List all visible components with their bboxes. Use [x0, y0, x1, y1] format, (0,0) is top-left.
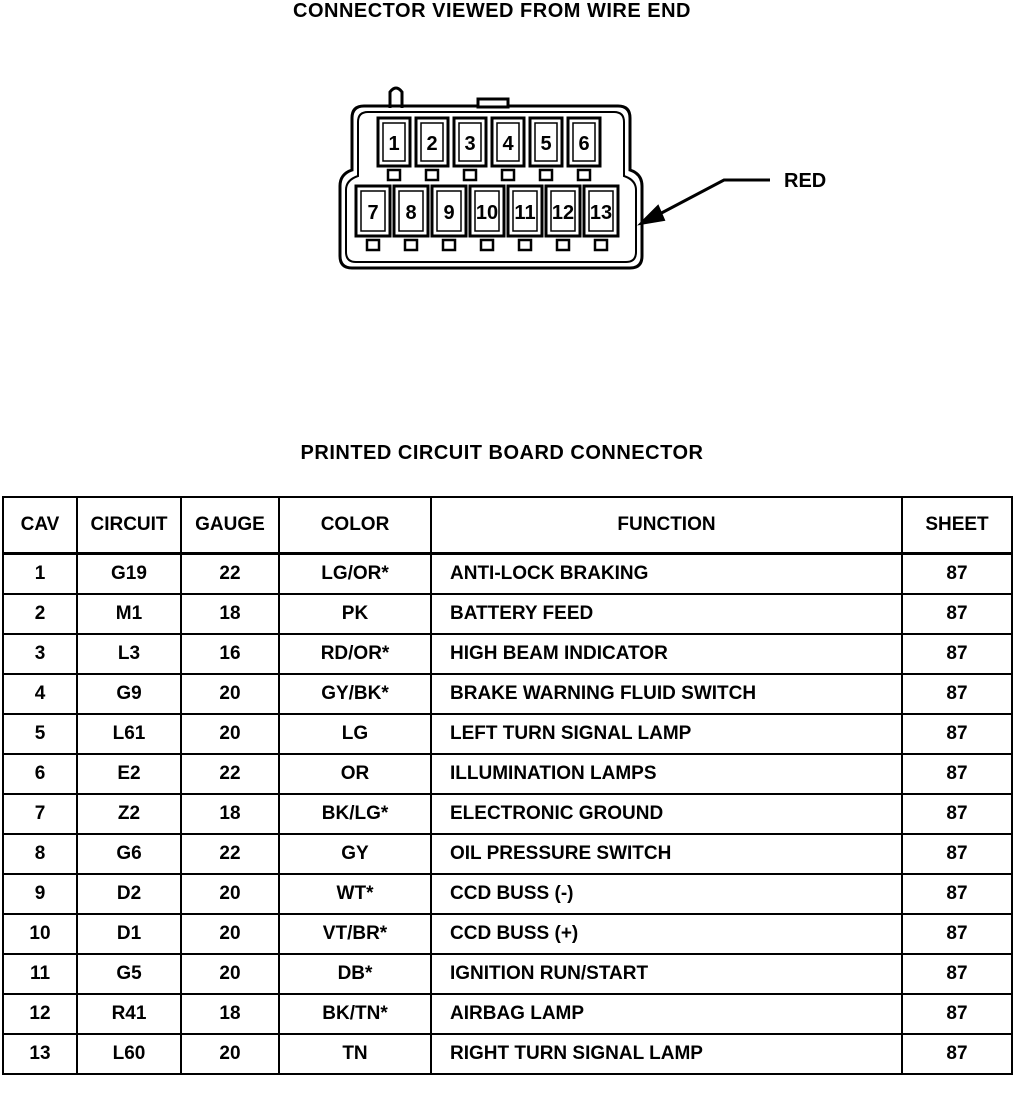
- table-row: [3, 594, 1012, 634]
- cell-cav: 13: [3, 1034, 77, 1074]
- header-cav: CAV: [3, 497, 77, 554]
- cell-circuit: L61: [77, 714, 181, 754]
- cavity-11: [508, 186, 542, 250]
- header-color: COLOR: [279, 497, 431, 554]
- red-label: RED: [784, 170, 827, 192]
- table-row: [3, 554, 1012, 595]
- cell-function: AIRBAG LAMP: [431, 994, 902, 1034]
- cell-circuit: R41: [77, 994, 181, 1034]
- cell-circuit: M1: [77, 594, 181, 634]
- cell-gauge: 20: [181, 954, 279, 994]
- cell-gauge: 20: [181, 874, 279, 914]
- cell-cav: 4: [3, 674, 77, 714]
- cell-gauge: 20: [181, 1034, 279, 1074]
- cavity-4: [492, 118, 524, 180]
- cell-circuit: L60: [77, 1034, 181, 1074]
- red-leader-line: [652, 180, 770, 218]
- cell-cav: 10: [3, 914, 77, 954]
- cavity-number: 8: [405, 202, 417, 224]
- cell-gauge: 18: [181, 994, 279, 1034]
- cavity-9: [432, 186, 466, 250]
- table-row: [3, 994, 1012, 1034]
- cavity-number: 9: [443, 202, 455, 224]
- cell-gauge: 20: [181, 714, 279, 754]
- cell-sheet: 87: [902, 674, 1012, 714]
- table-row: [3, 714, 1012, 754]
- cell-cav: 6: [3, 754, 77, 794]
- cell-cav: 1: [3, 554, 77, 595]
- cavity-number: 3: [464, 133, 476, 155]
- cell-cav: 5: [3, 714, 77, 754]
- cell-function: BATTERY FEED: [431, 594, 902, 634]
- cell-function: BRAKE WARNING FLUID SWITCH: [431, 674, 902, 714]
- cavity-5: [530, 118, 562, 180]
- cell-function: IGNITION RUN/START: [431, 954, 902, 994]
- cell-color: LG: [279, 714, 431, 754]
- cavity-3: [454, 118, 486, 180]
- header-function: FUNCTION: [431, 497, 902, 554]
- cell-sheet: 87: [902, 1034, 1012, 1074]
- cell-sheet: 87: [902, 874, 1012, 914]
- cavity-number: 10: [475, 202, 499, 224]
- cell-sheet: 87: [902, 994, 1012, 1034]
- table-row: [3, 954, 1012, 994]
- cell-circuit: G5: [77, 954, 181, 994]
- cell-gauge: 20: [181, 914, 279, 954]
- cell-cav: 9: [3, 874, 77, 914]
- red-arrow-head-icon: [640, 206, 664, 224]
- cell-color: PK: [279, 594, 431, 634]
- cavity-number: 11: [514, 202, 536, 224]
- cell-gauge: 18: [181, 594, 279, 634]
- cell-sheet: 87: [902, 554, 1012, 595]
- cavity-number: 2: [426, 133, 438, 155]
- cell-cav: 7: [3, 794, 77, 834]
- cell-color: BK/LG*: [279, 794, 431, 834]
- table-header-row: [3, 497, 1012, 554]
- cell-color: BK/TN*: [279, 994, 431, 1034]
- cell-gauge: 16: [181, 634, 279, 674]
- cell-sheet: 87: [902, 634, 1012, 674]
- pinout-table: [2, 496, 1013, 1075]
- cell-function: RIGHT TURN SIGNAL LAMP: [431, 1034, 902, 1074]
- connector-diagram: [0, 0, 1024, 420]
- cavity-7: [356, 186, 390, 250]
- cell-cav: 12: [3, 994, 77, 1034]
- cell-color: LG/OR*: [279, 554, 431, 595]
- header-sheet: SHEET: [902, 497, 1012, 554]
- cell-gauge: 22: [181, 834, 279, 874]
- cell-sheet: 87: [902, 594, 1012, 634]
- cell-function: ILLUMINATION LAMPS: [431, 754, 902, 794]
- cavity-2: [416, 118, 448, 180]
- table-row: [3, 874, 1012, 914]
- cell-circuit: E2: [77, 754, 181, 794]
- cell-circuit: D1: [77, 914, 181, 954]
- cell-gauge: 22: [181, 554, 279, 595]
- cell-color: RD/OR*: [279, 634, 431, 674]
- cell-sheet: 87: [902, 834, 1012, 874]
- cell-gauge: 20: [181, 674, 279, 714]
- table-row: [3, 754, 1012, 794]
- cell-function: HIGH BEAM INDICATOR: [431, 634, 902, 674]
- cell-sheet: 87: [902, 794, 1012, 834]
- table-row: [3, 794, 1012, 834]
- cell-circuit: D2: [77, 874, 181, 914]
- cell-cav: 11: [3, 954, 77, 994]
- cell-function: LEFT TURN SIGNAL LAMP: [431, 714, 902, 754]
- cavity-number: 12: [551, 202, 575, 224]
- cell-circuit: L3: [77, 634, 181, 674]
- cavity-layer: [356, 118, 618, 250]
- cell-circuit: G6: [77, 834, 181, 874]
- cell-function: OIL PRESSURE SWITCH: [431, 834, 902, 874]
- cavity-13: [584, 186, 618, 250]
- cell-cav: 3: [3, 634, 77, 674]
- cell-circuit: G9: [77, 674, 181, 714]
- table-row: [3, 674, 1012, 714]
- cell-color: OR: [279, 754, 431, 794]
- diagram-title: CONNECTOR VIEWED FROM WIRE END: [293, 0, 691, 22]
- cavity-10: [470, 186, 504, 250]
- cell-function: CCD BUSS (-): [431, 874, 902, 914]
- cell-gauge: 22: [181, 754, 279, 794]
- cell-circuit: G19: [77, 554, 181, 595]
- cell-circuit: Z2: [77, 794, 181, 834]
- cavity-number: 5: [540, 133, 552, 155]
- cavity-1: [378, 118, 410, 180]
- cavity-number: 1: [388, 133, 400, 155]
- cell-color: GY: [279, 834, 431, 874]
- cell-function: CCD BUSS (+): [431, 914, 902, 954]
- cell-sheet: 87: [902, 914, 1012, 954]
- cell-sheet: 87: [902, 714, 1012, 754]
- cavity-6: [568, 118, 600, 180]
- table-body: [3, 554, 1012, 1075]
- cavity-number: 4: [502, 133, 514, 155]
- cavity-number: 6: [578, 133, 590, 155]
- key-rib: [478, 99, 508, 107]
- cell-sheet: 87: [902, 954, 1012, 994]
- header-gauge: GAUGE: [181, 497, 279, 554]
- header-circuit: CIRCUIT: [77, 497, 181, 554]
- cell-color: VT/BR*: [279, 914, 431, 954]
- cell-color: DB*: [279, 954, 431, 994]
- cell-color: WT*: [279, 874, 431, 914]
- cell-sheet: 87: [902, 754, 1012, 794]
- table-row: [3, 1034, 1012, 1074]
- cell-color: TN: [279, 1034, 431, 1074]
- table-row: [3, 914, 1012, 954]
- cavity-number: 13: [589, 202, 613, 224]
- cell-gauge: 18: [181, 794, 279, 834]
- table-title: PRINTED CIRCUIT BOARD CONNECTOR: [300, 442, 704, 464]
- cell-function: ELECTRONIC GROUND: [431, 794, 902, 834]
- cell-cav: 8: [3, 834, 77, 874]
- cavity-12: [546, 186, 580, 250]
- cavity-8: [394, 186, 428, 250]
- cavity-number: 7: [367, 202, 379, 224]
- table-row: [3, 834, 1012, 874]
- cell-cav: 2: [3, 594, 77, 634]
- table-row: [3, 634, 1012, 674]
- cell-function: ANTI-LOCK BRAKING: [431, 554, 902, 595]
- cell-color: GY/BK*: [279, 674, 431, 714]
